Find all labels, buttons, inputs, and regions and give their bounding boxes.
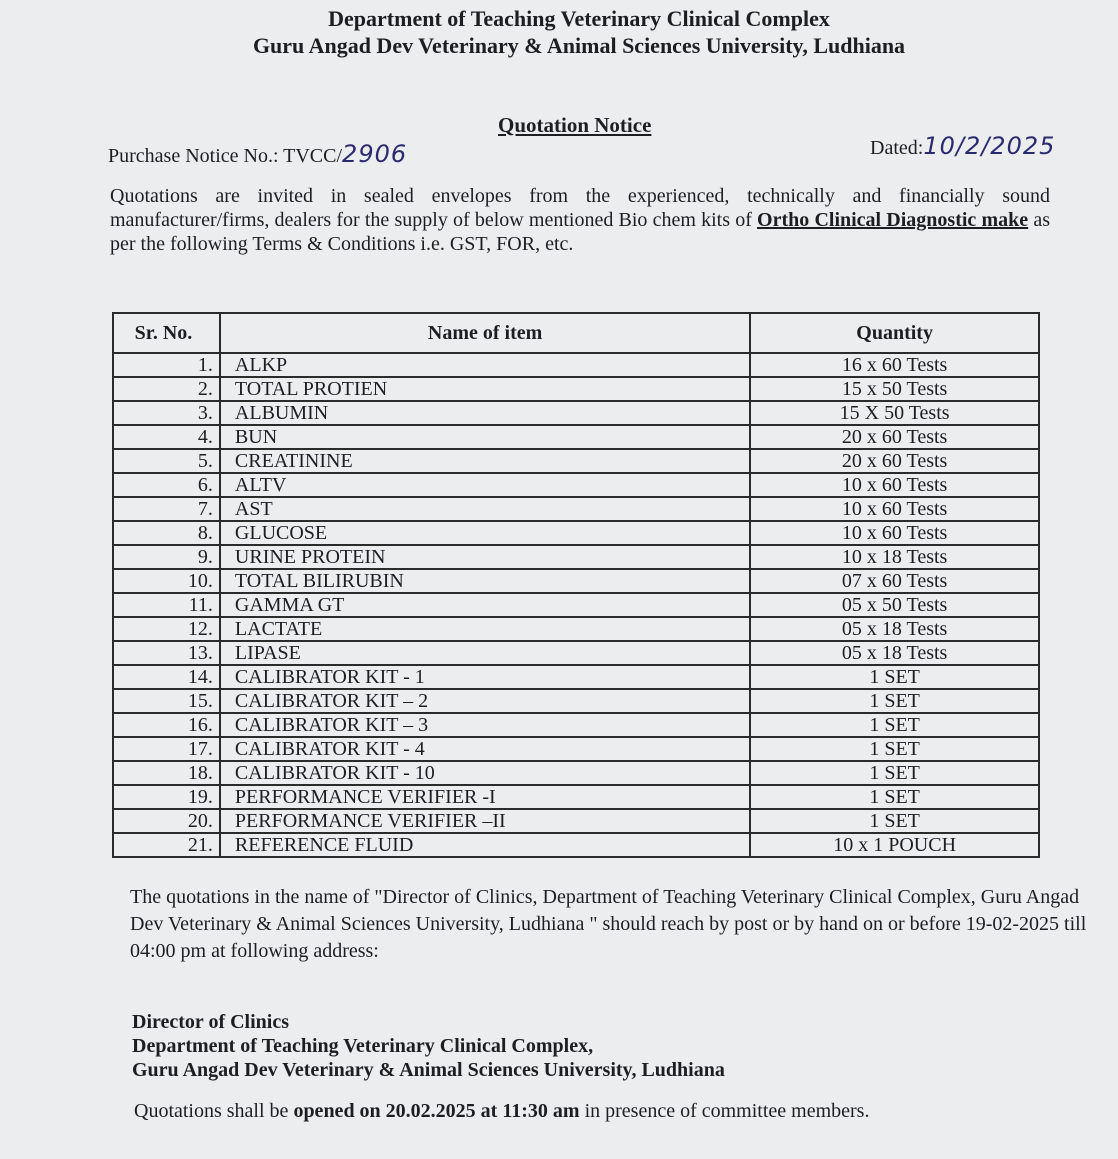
row-item-name: TOTAL PROTIEN [220,377,750,401]
row-sr-no: 6. [113,473,220,497]
row-quantity: 10 x 18 Tests [750,545,1039,569]
purchase-notice-handwritten-number: 2906 [342,140,408,168]
delivery-address [132,1010,725,1082]
row-quantity: 05 x 50 Tests [750,593,1039,617]
purchase-notice-number [108,140,407,168]
notice-title: Quotation Notice [498,113,652,137]
submission-instructions: The quotations in the name of "Director of Clinics, Department of Teaching Veterinary Clinical Complex, Guru Angad Dev Veterinary & Animal Sciences University, Ludhiana " should reach by post or by hand on or before 19-02-2025 till 04:00 pm at following address: [130,886,1087,962]
table-row [113,713,1039,737]
row-sr-no: 3. [113,401,220,425]
table-row [113,353,1039,377]
row-sr-no: 11. [113,593,220,617]
notice-date [870,132,1055,160]
table-row [113,737,1039,761]
row-quantity: 1 SET [750,785,1039,809]
university-heading: Guru Angad Dev Veterinary & Animal Sciences University, Ludhiana [252,33,906,58]
row-quantity: 07 x 60 Tests [750,569,1039,593]
row-sr-no: 21. [113,833,220,857]
row-item-name: ALBUMIN [220,401,750,425]
row-item-name: GAMMA GT [220,593,750,617]
row-sr-no: 16. [113,713,220,737]
table-row [113,809,1039,833]
row-sr-no: 17. [113,737,220,761]
row-item-name: PERFORMANCE VERIFIER -I [220,785,750,809]
table-row [113,689,1039,713]
row-sr-no: 9. [113,545,220,569]
table-row [113,641,1039,665]
row-item-name: CALIBRATOR KIT - 4 [220,737,750,761]
opening-text-2: in presence of committee members. [584,1100,870,1122]
address-line-3: Guru Angad Dev Veterinary & Animal Sciences University, Ludhiana [132,1059,725,1081]
row-item-name: BUN [220,425,750,449]
row-quantity: 05 x 18 Tests [750,617,1039,641]
row-sr-no: 4. [113,425,220,449]
table-row [113,761,1039,785]
row-quantity: 1 SET [750,665,1039,689]
intro-text-2: as per the following Terms & Conditions i.e. GST, FOR, etc. [110,209,1051,255]
table-row [113,497,1039,521]
row-quantity: 05 x 18 Tests [750,641,1039,665]
row-quantity: 15 X 50 Tests [750,401,1039,425]
row-quantity: 20 x 60 Tests [750,449,1039,473]
dated-handwritten-value: 10/2/2025 [923,132,1056,160]
row-sr-no: 5. [113,449,220,473]
items-table [112,312,1040,858]
row-item-name: PERFORMANCE VERIFIER –II [220,809,750,833]
table-row [113,401,1039,425]
table-header-row [113,313,1039,353]
row-quantity: 10 x 1 POUCH [750,833,1039,857]
row-sr-no: 13. [113,641,220,665]
row-sr-no: 20. [113,809,220,833]
table-row [113,377,1039,401]
table-row [113,617,1039,641]
row-item-name: LACTATE [220,617,750,641]
opening-text-1: Quotations shall be [134,1100,289,1122]
row-item-name: AST [220,497,750,521]
row-item-name: TOTAL BILIRUBIN [220,569,750,593]
row-item-name: ALTV [220,473,750,497]
purchase-notice-label: Purchase Notice No.: TVCC/ [108,145,343,167]
table-row [113,449,1039,473]
row-quantity: 1 SET [750,689,1039,713]
row-quantity: 15 x 50 Tests [750,377,1039,401]
table-row [113,521,1039,545]
row-quantity: 10 x 60 Tests [750,473,1039,497]
row-sr-no: 18. [113,761,220,785]
row-quantity: 1 SET [750,761,1039,785]
row-sr-no: 15. [113,689,220,713]
row-sr-no: 19. [113,785,220,809]
opening-date-time: opened on 20.02.2025 at 11:30 am [293,1100,580,1122]
row-quantity: 1 SET [750,809,1039,833]
table-row [113,545,1039,569]
row-quantity: 20 x 60 Tests [750,425,1039,449]
header-quantity: Quantity [750,313,1039,353]
table-row [113,833,1039,857]
row-item-name: CALIBRATOR KIT – 3 [220,713,750,737]
row-sr-no: 12. [113,617,220,641]
row-item-name: CREATININE [220,449,750,473]
row-sr-no: 10. [113,569,220,593]
row-sr-no: 8. [113,521,220,545]
row-item-name: CALIBRATOR KIT – 2 [220,689,750,713]
row-quantity: 16 x 60 Tests [750,353,1039,377]
header-item-name: Name of item [220,313,750,353]
address-line-2: Department of Teaching Veterinary Clinical Complex, [132,1035,594,1057]
row-quantity: 1 SET [750,713,1039,737]
row-sr-no: 1. [113,353,220,377]
table-row [113,593,1039,617]
table-row [113,665,1039,689]
row-item-name: LIPASE [220,641,750,665]
table-row [113,785,1039,809]
opening-notice [134,1100,869,1123]
row-item-name: CALIBRATOR KIT - 1 [220,665,750,689]
row-quantity: 10 x 60 Tests [750,497,1039,521]
row-sr-no: 7. [113,497,220,521]
row-sr-no: 2. [113,377,220,401]
intro-make: Ortho Clinical Diagnostic make [757,209,1029,231]
row-item-name: ALKP [220,353,750,377]
row-sr-no: 14. [113,665,220,689]
header-sr-no: Sr. No. [113,313,220,353]
row-item-name: GLUCOSE [220,521,750,545]
intro-paragraph [110,184,1050,256]
table-row [113,569,1039,593]
row-quantity: 1 SET [750,737,1039,761]
table-row [113,425,1039,449]
row-item-name: REFERENCE FLUID [220,833,750,857]
dated-label: Dated: [870,137,924,159]
row-quantity: 10 x 60 Tests [750,521,1039,545]
row-item-name: URINE PROTEIN [220,545,750,569]
intro-text-1: Quotations are invited in sealed envelopes from the experienced, technically and financially sound manufacturer/firms, dealers for the supply of below mentioned Bio chem kits of [110,185,1050,231]
department-heading: Department of Teaching Veterinary Clinical Complex [328,6,830,31]
table-row [113,473,1039,497]
address-line-1: Director of Clinics [132,1011,290,1033]
row-item-name: CALIBRATOR KIT - 10 [220,761,750,785]
